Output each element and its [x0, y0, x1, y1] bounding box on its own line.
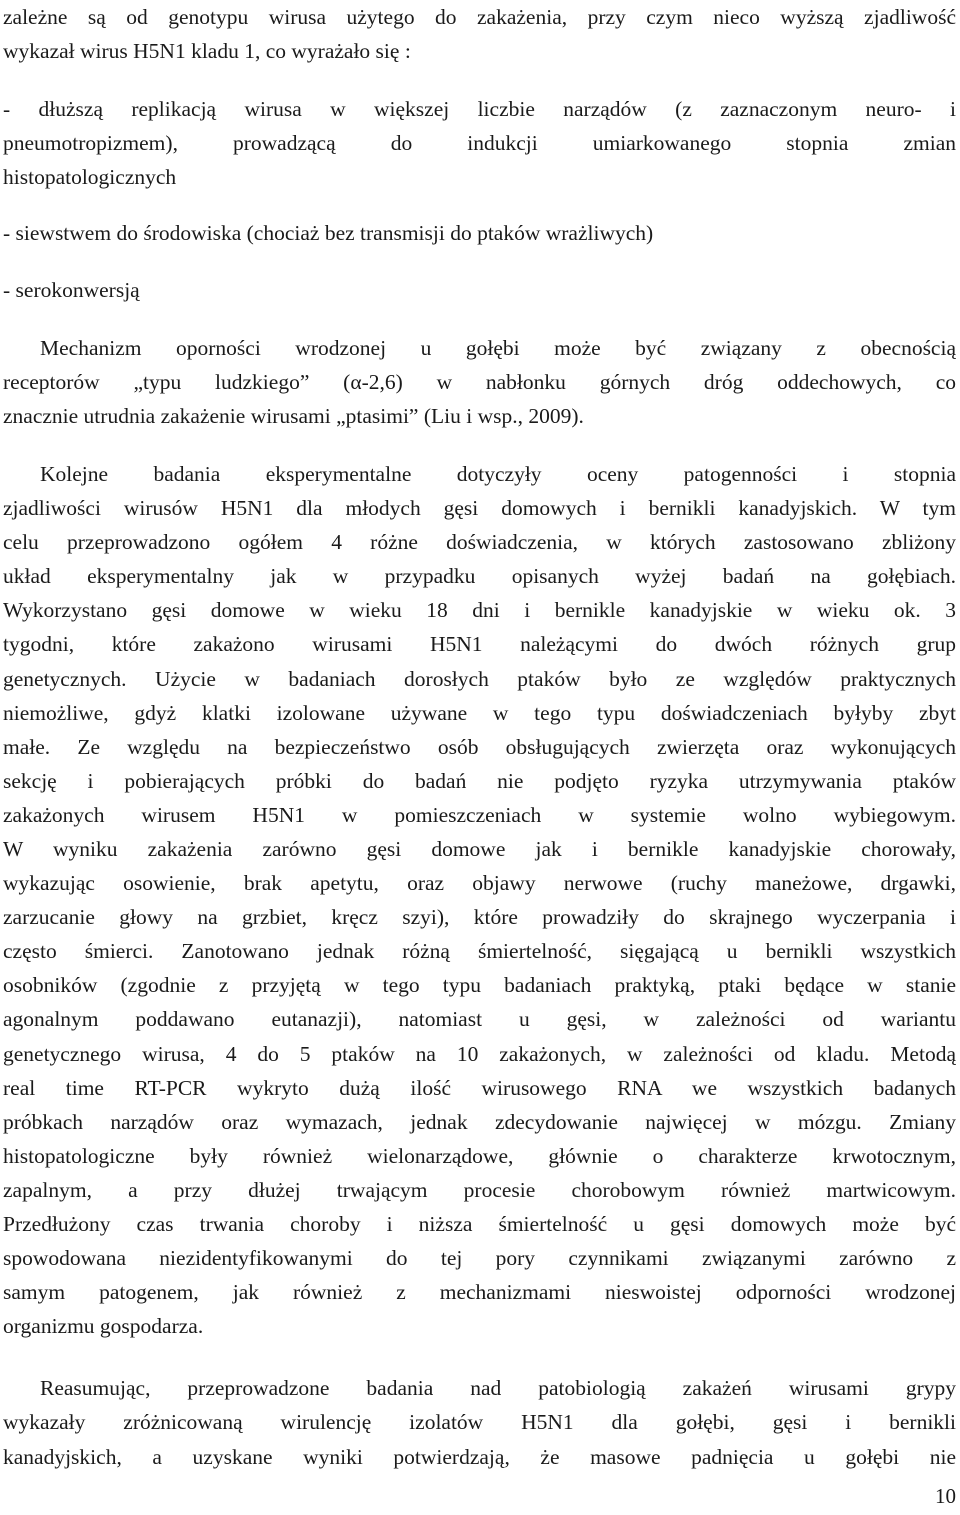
text-line: sekcję i pobierających próbki do badań nie podjęto ryzyka utrzymywania ptaków [3, 768, 956, 793]
text-line: - siewstwem do środowiska (chociaż bez transmisji do ptaków wrażliwych) [3, 221, 654, 246]
text-line: receptorów „typu ludzkiego” (α-2,6) w nabłonku górnych dróg oddechowych, co [3, 369, 956, 394]
bullet-item [3, 92, 956, 194]
text-line: małe. Ze względu na bezpieczeństwo osób obsługujących zwierzęta oraz wykonujących [3, 734, 956, 759]
text-line: zarzucanie głowy na grzbiet, kręcz szyi), które prowadziły do skrajnego wyczerpania i [3, 905, 956, 930]
text-line: próbkach narządów oraz wymazach, jednak zdecydowanie najwięcej w mózgu. Zmiany [3, 1109, 956, 1134]
text-line: genetycznych. Użycie w badaniach dorosłych ptaków było ze względów praktycznych [3, 666, 956, 691]
text-line: zjadliwości wirusów H5N1 dla młodych gęsi domowych i bernikli kanadyjskich. W tym [3, 496, 956, 521]
text-line: Mechanizm oporności wrodzonej u gołębi może być związany z obecnością [40, 335, 956, 360]
text-line: Wykorzystano gęsi domowe w wieku 18 dni i bernikle kanadyjskie w wieku ok. 3 [3, 598, 956, 623]
text-line: Przedłużony czas trwania choroby i niższa śmiertelność u gęsi domowych może być [3, 1212, 956, 1236]
summary-paragraph [3, 1371, 956, 1473]
document-page [3, 0, 956, 1474]
bullet-item [3, 273, 956, 307]
text-line: genetycznego wirusa, 4 do 5 ptaków na 10 zakażonych, w zależności od kladu. Metodą [3, 1041, 956, 1066]
text-line: pneumotropizmem), prowadzącą do indukcji umiarkowanego stopnia zmian [3, 131, 956, 156]
text-line: wykazał wirus H5N1 kladu 1, co wyrażało się : [3, 39, 411, 64]
text-line: agonalnym poddawano eutanazji), natomiast u gęsi, w zależności od wariantu [3, 1007, 956, 1032]
text-line: Kolejne badania eksperymentalne dotyczyły oceny patogenności i stopnia [40, 461, 956, 486]
text-line: Reasumując, przeprowadzone badania nad patobiologią zakażeń wirusami grypy [40, 1376, 956, 1401]
mechanism-paragraph [3, 331, 956, 433]
text-line: celu przeprowadzono ogółem 4 różne doświadczenia, w których zastosowano zbliżony [3, 530, 956, 555]
text-line: często śmierci. Zanotowano jednak różną śmiertelność, sięgającą u bernikli wszystkich [3, 939, 956, 964]
text-line: - dłuższą replikacją wirusa w większej liczbie narządów (z zaznaczonym neuro- i [3, 97, 956, 122]
bullet-item [3, 216, 956, 250]
text-line: znacznie utrudnia zakażenie wirusami „ptasimi” (Liu i wsp., 2009). [3, 403, 584, 428]
page-number: 10 [935, 1484, 956, 1508]
text-line: układ eksperymentalny jak w przypadku opisanych wyżej badań na gołębiach. [3, 564, 956, 589]
text-line: - serokonwersją [3, 277, 140, 302]
geese-study-paragraph [3, 457, 956, 1343]
text-line: zakażonych wirusem H5N1 w pomieszczeniach w systemie wolno wybiegowym. [3, 802, 956, 827]
text-line: kanadyjskich, a uzyskane wyniki potwierdzają, że masowe padnięcia u gołębi nie [3, 1444, 956, 1469]
text-line: niemożliwe, gdyż klatki izolowane używane w tego typu doświadczeniach byłyby zbyt [3, 700, 956, 725]
text-line: real time RT-PCR wykryto dużą ilość wirusowego RNA we wszystkich badanych [3, 1075, 956, 1100]
text-line: samym patogenem, jak również z mechanizmami nieswoistej odporności wrodzonej [3, 1280, 956, 1305]
text-line: histopatologiczne były również wielonarządowe, głównie o charakterze krwotocznym, [3, 1143, 956, 1168]
text-line: zależne są od genotypu wirusa użytego do zakażenia, przy czym nieco wyższą zjadliwość [3, 5, 956, 29]
text-line: wykazując osowienie, brak apetytu, oraz objawy nerwowe (ruchy maneżowe, drgawki, [3, 871, 956, 896]
text-line: spowodowana niezidentyfikowanymi do tej pory czynnikami związanymi zarówno z [3, 1246, 956, 1271]
text-line: zapalnym, a przy dłużej trwającym procesie chorobowym również martwicowym. [3, 1177, 956, 1202]
text-line: osobników (zgodnie z przyjętą w tego typu badaniach praktyką, ptaki będące w stanie [3, 973, 956, 998]
intro-paragraph [3, 0, 956, 68]
text-line: tygodni, które zakażono wirusami H5N1 należącymi do dwóch różnych grup [3, 632, 956, 657]
text-line: W wyniku zakażenia zarówno gęsi domowe jak i bernikle kanadyjskie chorowały, [3, 836, 956, 861]
text-line: wykazały zróżnicowaną wirulencję izolatów H5N1 dla gołębi, gęsi i bernikli [3, 1410, 956, 1435]
text-line: organizmu gospodarza. [3, 1314, 204, 1339]
text-line: histopatologicznych [3, 165, 177, 190]
